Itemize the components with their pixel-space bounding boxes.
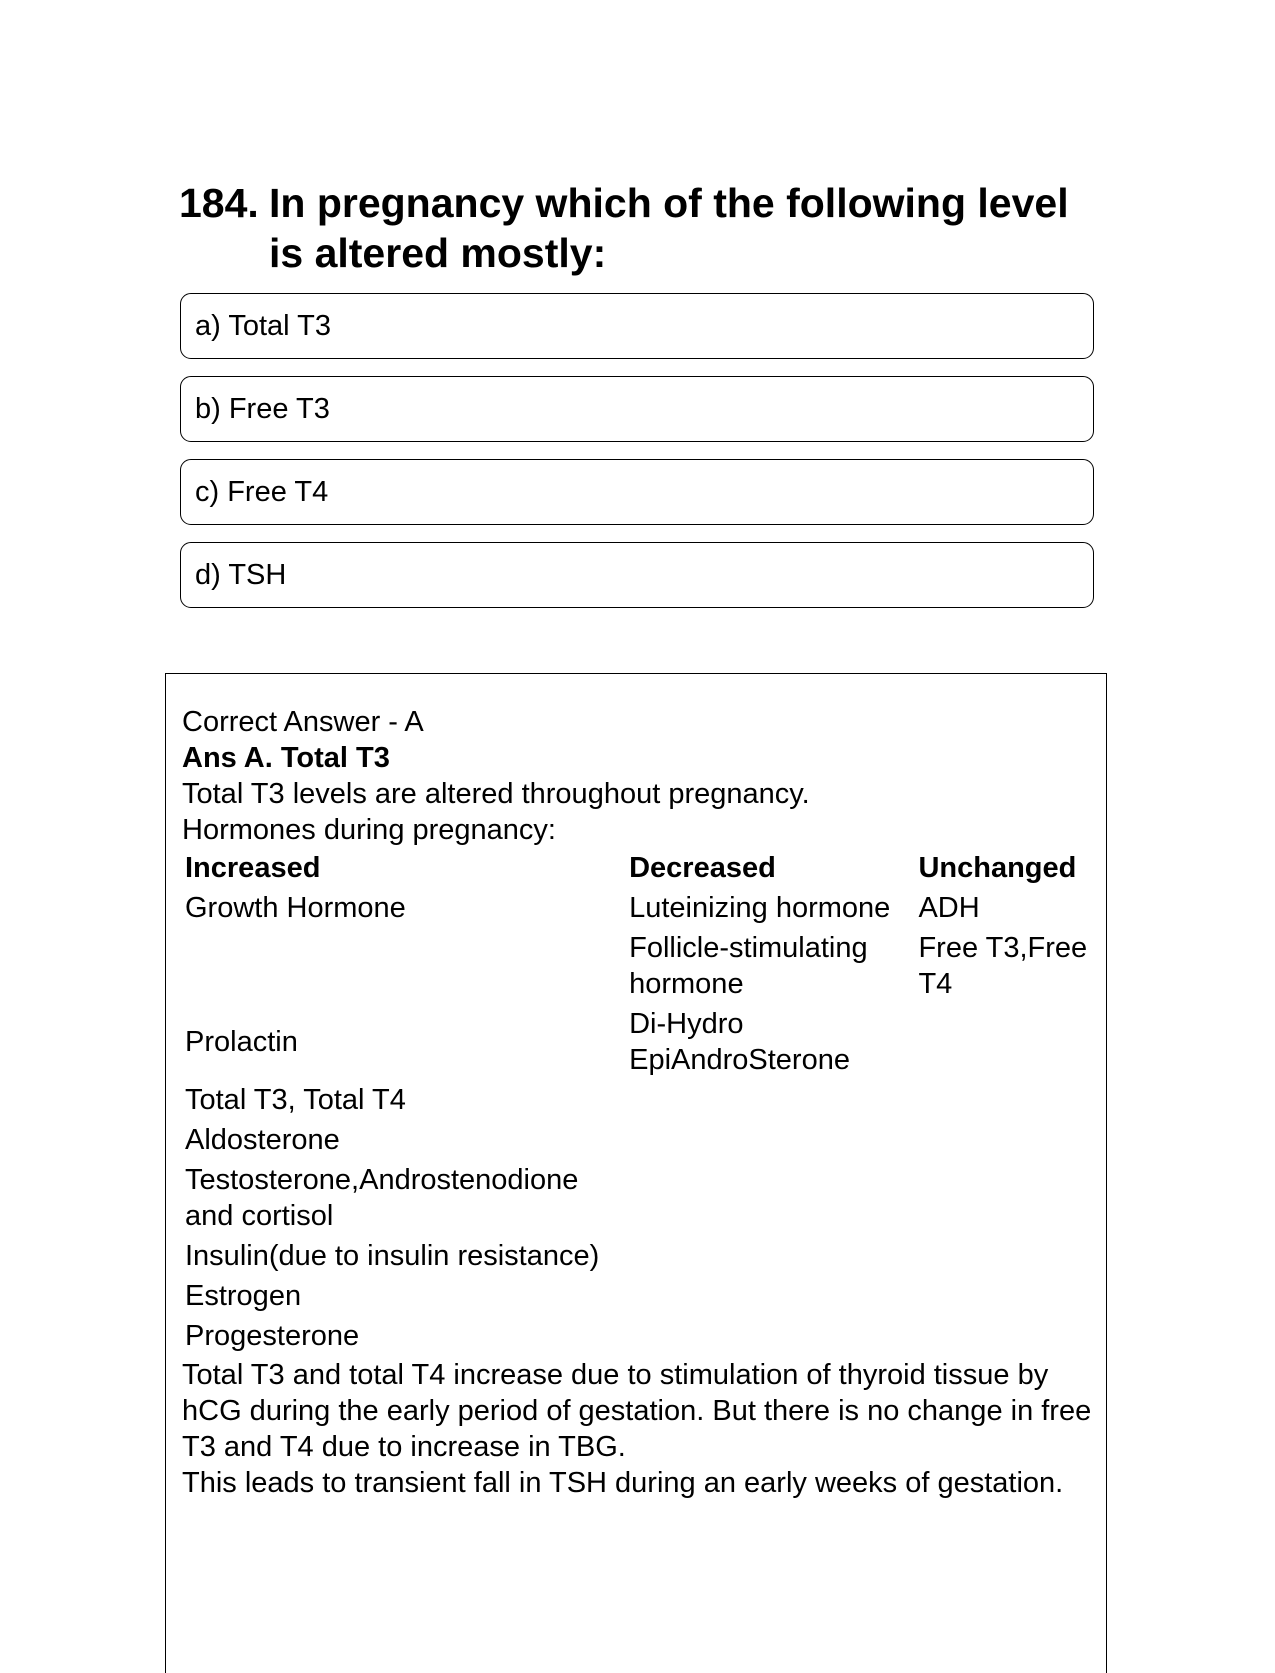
table-cell [627,1081,916,1121]
table-cell [916,1121,1092,1161]
option-b[interactable]: b) Free T3 [180,376,1094,442]
question-text: In pregnancy which of the following level is altered mostly: [269,180,1069,276]
option-a[interactable]: a) Total T3 [180,293,1094,359]
table-cell: Aldosterone [185,1124,340,1156]
correct-answer: Correct Answer - A [182,706,424,738]
question [179,178,1099,278]
table-cell: Free T3,Free T4 [918,932,1088,1000]
question-number: 184. [179,180,259,226]
table-row [183,1161,1092,1237]
table-row [183,1317,1092,1357]
table-cell [916,1081,1092,1121]
option-d[interactable]: d) TSH [180,542,1094,608]
table-cell [627,1277,916,1317]
table-cell: Luteinizing hormone [629,892,891,924]
hormones-table [183,850,1092,1357]
table-row [183,929,1092,1005]
table-cell [627,1237,916,1277]
answer-explanation-box [165,673,1107,1673]
table-cell: Testosterone,Androstenodione and cortisol [185,1164,579,1232]
header-increased: Increased [185,852,321,884]
answer-line-1: Total T3 levels are altered throughout pregnancy. [182,778,810,810]
table-cell [916,1317,1092,1357]
table-row [183,1081,1092,1121]
header-decreased: Decreased [629,852,776,884]
table-cell: Prolactin [185,1026,298,1058]
table-cell: Insulin(due to insulin resistance) [185,1240,600,1272]
table-cell [916,1277,1092,1317]
table-cell [627,1121,916,1161]
table-cell: Progesterone [185,1320,360,1352]
option-c[interactable]: c) Free T4 [180,459,1094,525]
table-cell [916,1005,1092,1081]
explanation-paragraph-2: This leads to transient fall in TSH during an early weeks of gestation. [182,1467,1064,1499]
answer-heading: Ans A. Total T3 [182,742,390,774]
table-cell: Follicle-stimulating hormone [629,932,868,1000]
table-cell: Total T3, Total T4 [185,1084,406,1116]
header-unchanged: Unchanged [918,852,1077,884]
answer-line-2: Hormones during pregnancy: [182,814,556,846]
table-cell [627,1317,916,1357]
table-row [183,1005,1092,1081]
table-cell: Growth Hormone [185,892,406,924]
table-row [183,1277,1092,1317]
table-cell: ADH [918,892,980,924]
table-cell: Di-Hydro EpiAndroSterone [629,1008,850,1076]
table-row [183,889,1092,929]
table-cell [183,929,627,1005]
answer-content [182,704,1092,1501]
table-cell [916,1161,1092,1237]
table-row [183,1121,1092,1161]
explanation-paragraph-1: Total T3 and total T4 increase due to stimulation of thyroid tissue by hCG during the early period of gestation. But there is no change in free T3 and T4 due to increase in TBG. [182,1359,1092,1463]
table-cell [916,1237,1092,1277]
table-cell [627,1161,916,1237]
table-cell: Estrogen [185,1280,302,1312]
table-header-row [183,850,1092,889]
table-row [183,1237,1092,1277]
